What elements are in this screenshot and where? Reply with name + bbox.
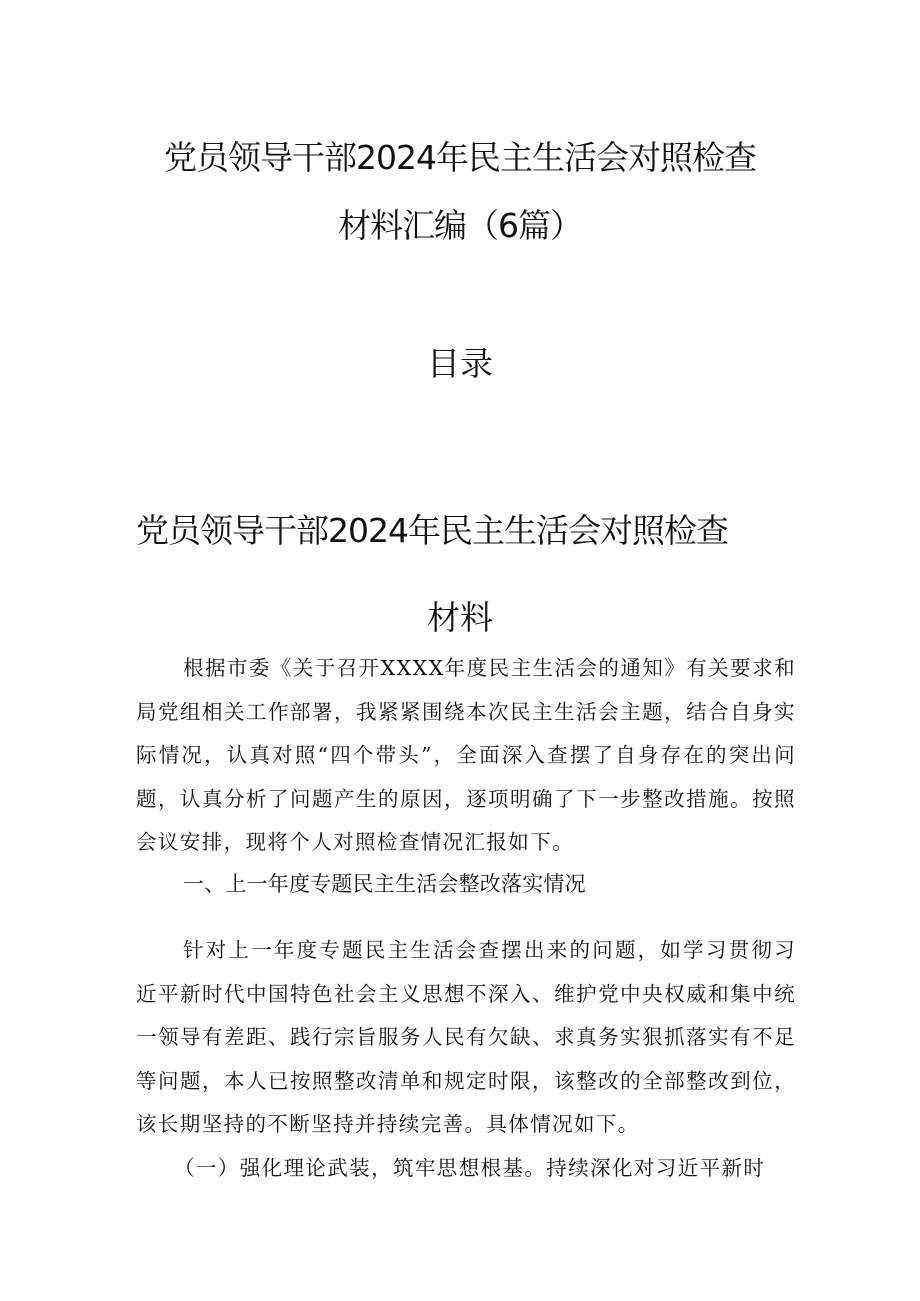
body-paragraph-intro: 根据市委《关于召开XXXX年度民主生活会的通知》有关要求和局党组相关工作部署，我紧紧围绕本次民主生活会主题，结合自身实际情况，认真对照“四个带头”，全面深入查摆了自身存在的突出问题，认真分析了问题产生的原因，逐项明确了下一步整改措施。按照会议安排，现将个人对照检查情况汇报如下。 bbox=[136, 656, 796, 854]
section-heading-1: 一、上一年度专题民主生活会整改落实情况 bbox=[183, 872, 586, 896]
document-title-line-2: 材料汇编（6篇） bbox=[338, 206, 582, 245]
document-title-line-1: 党员领导干部2024年民主生活会对照检查 bbox=[164, 138, 756, 177]
body-paragraph-subsection-1: （一）强化理论武装，筑牢思想根基。持续深化对习近平新时 bbox=[174, 1156, 766, 1180]
article-title-line-2: 材料 bbox=[427, 598, 493, 637]
body-paragraph-rectification: 针对上一年度专题民主生活会查摆出来的问题，如学习贯彻习近平新时代中国特色社会主义思想不深入、维护党中央权威和集中统一领导有差距、践行宗旨服务人民有欠缺、求真务实狠抓落实有不足等问题，本人已按照整改清单和规定时限，该整改的全部整改到位，该长期坚持的不断坚持并持续完善。具体情况如下。 bbox=[136, 938, 796, 1136]
article-title-line-1: 党员领导干部2024年民主生活会对照检查 bbox=[136, 511, 728, 550]
table-of-contents-heading: 目录 bbox=[427, 344, 493, 383]
